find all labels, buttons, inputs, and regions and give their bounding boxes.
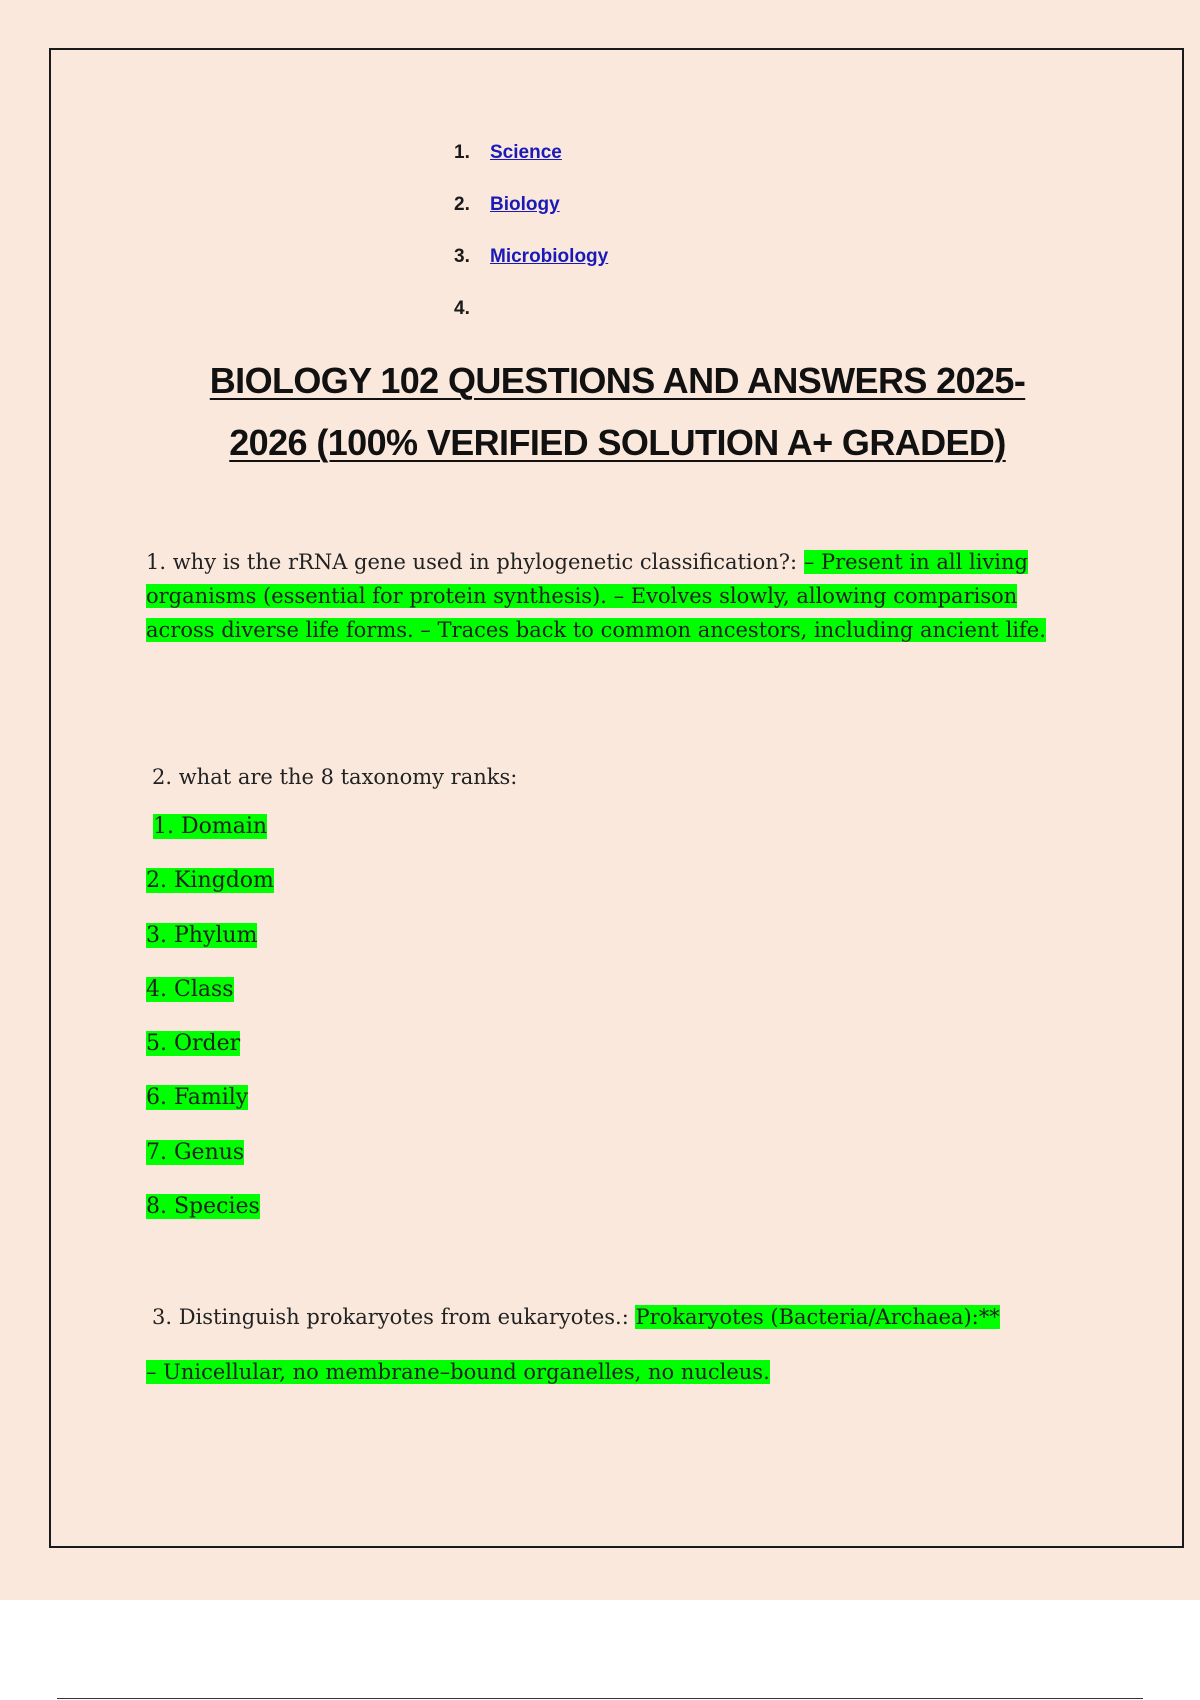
- question-3-answer-heading: Prokaryotes (Bacteria/Archaea):**: [635, 1305, 1000, 1329]
- breadcrumb-number: 1.: [454, 142, 470, 163]
- question-3: [152, 1300, 1142, 1334]
- breadcrumb-item-empty: [454, 298, 608, 350]
- rank-family: 6. Family: [146, 1085, 249, 1111]
- document-title: [80, 350, 1155, 474]
- rank-class: 4. Class: [146, 976, 234, 1002]
- question-3-answer-continued: [146, 1355, 770, 1389]
- rank-genus: 7. Genus: [146, 1139, 245, 1165]
- rank-item: [146, 1081, 274, 1135]
- question-1-text: 1. why is the rRNA gene used in phylogenetic classification?:: [146, 550, 804, 574]
- breadcrumb-number: 4.: [454, 298, 470, 319]
- rank-item: [146, 1190, 274, 1244]
- question-1-answer: – Present in all living organisms (essential for protein synthesis). – Evolves slowly, allowing comparison across diverse life forms. – Traces back to common ancestors, including ancient life.: [146, 550, 1046, 642]
- breadcrumb-item-science: [454, 142, 608, 194]
- rank-order: 5. Order: [146, 1031, 241, 1057]
- rank-item: [146, 919, 274, 973]
- rank-item: [146, 864, 274, 918]
- question-2-text: 2. what are the 8 taxonomy ranks:: [152, 765, 518, 789]
- rank-item: [146, 973, 274, 1027]
- breadcrumb-link-science[interactable]: Science: [490, 142, 562, 163]
- taxonomy-rank-list: [146, 810, 274, 1244]
- breadcrumb-item-biology: [454, 194, 608, 246]
- breadcrumb-link-biology[interactable]: Biology: [490, 194, 560, 215]
- title-line-2: 2026 (100% VERIFIED SOLUTION A+ GRADED): [229, 422, 1006, 463]
- question-1: [146, 545, 1046, 647]
- footer-divider: [57, 1698, 1143, 1699]
- rank-item: [146, 810, 274, 864]
- rank-kingdom: 2. Kingdom: [146, 868, 274, 894]
- rank-item: [146, 1027, 274, 1081]
- breadcrumb-number: 2.: [454, 194, 470, 215]
- question-3-answer-detail: – Unicellular, no membrane–bound organelles, no nucleus.: [146, 1360, 770, 1384]
- breadcrumb-item-microbiology: [454, 246, 608, 298]
- rank-species: 8. Species: [146, 1194, 260, 1220]
- rank-phylum: 3. Phylum: [146, 922, 258, 948]
- rank-domain: 1. Domain: [153, 814, 268, 839]
- rank-item: [146, 1136, 274, 1190]
- breadcrumb-number: 3.: [454, 246, 470, 267]
- title-line-1: BIOLOGY 102 QUESTIONS AND ANSWERS 2025-: [209, 360, 1026, 401]
- question-3-text: 3. Distinguish prokaryotes from eukaryotes.:: [152, 1305, 636, 1329]
- breadcrumb-link-microbiology[interactable]: Microbiology: [490, 246, 609, 267]
- breadcrumb: [454, 142, 608, 350]
